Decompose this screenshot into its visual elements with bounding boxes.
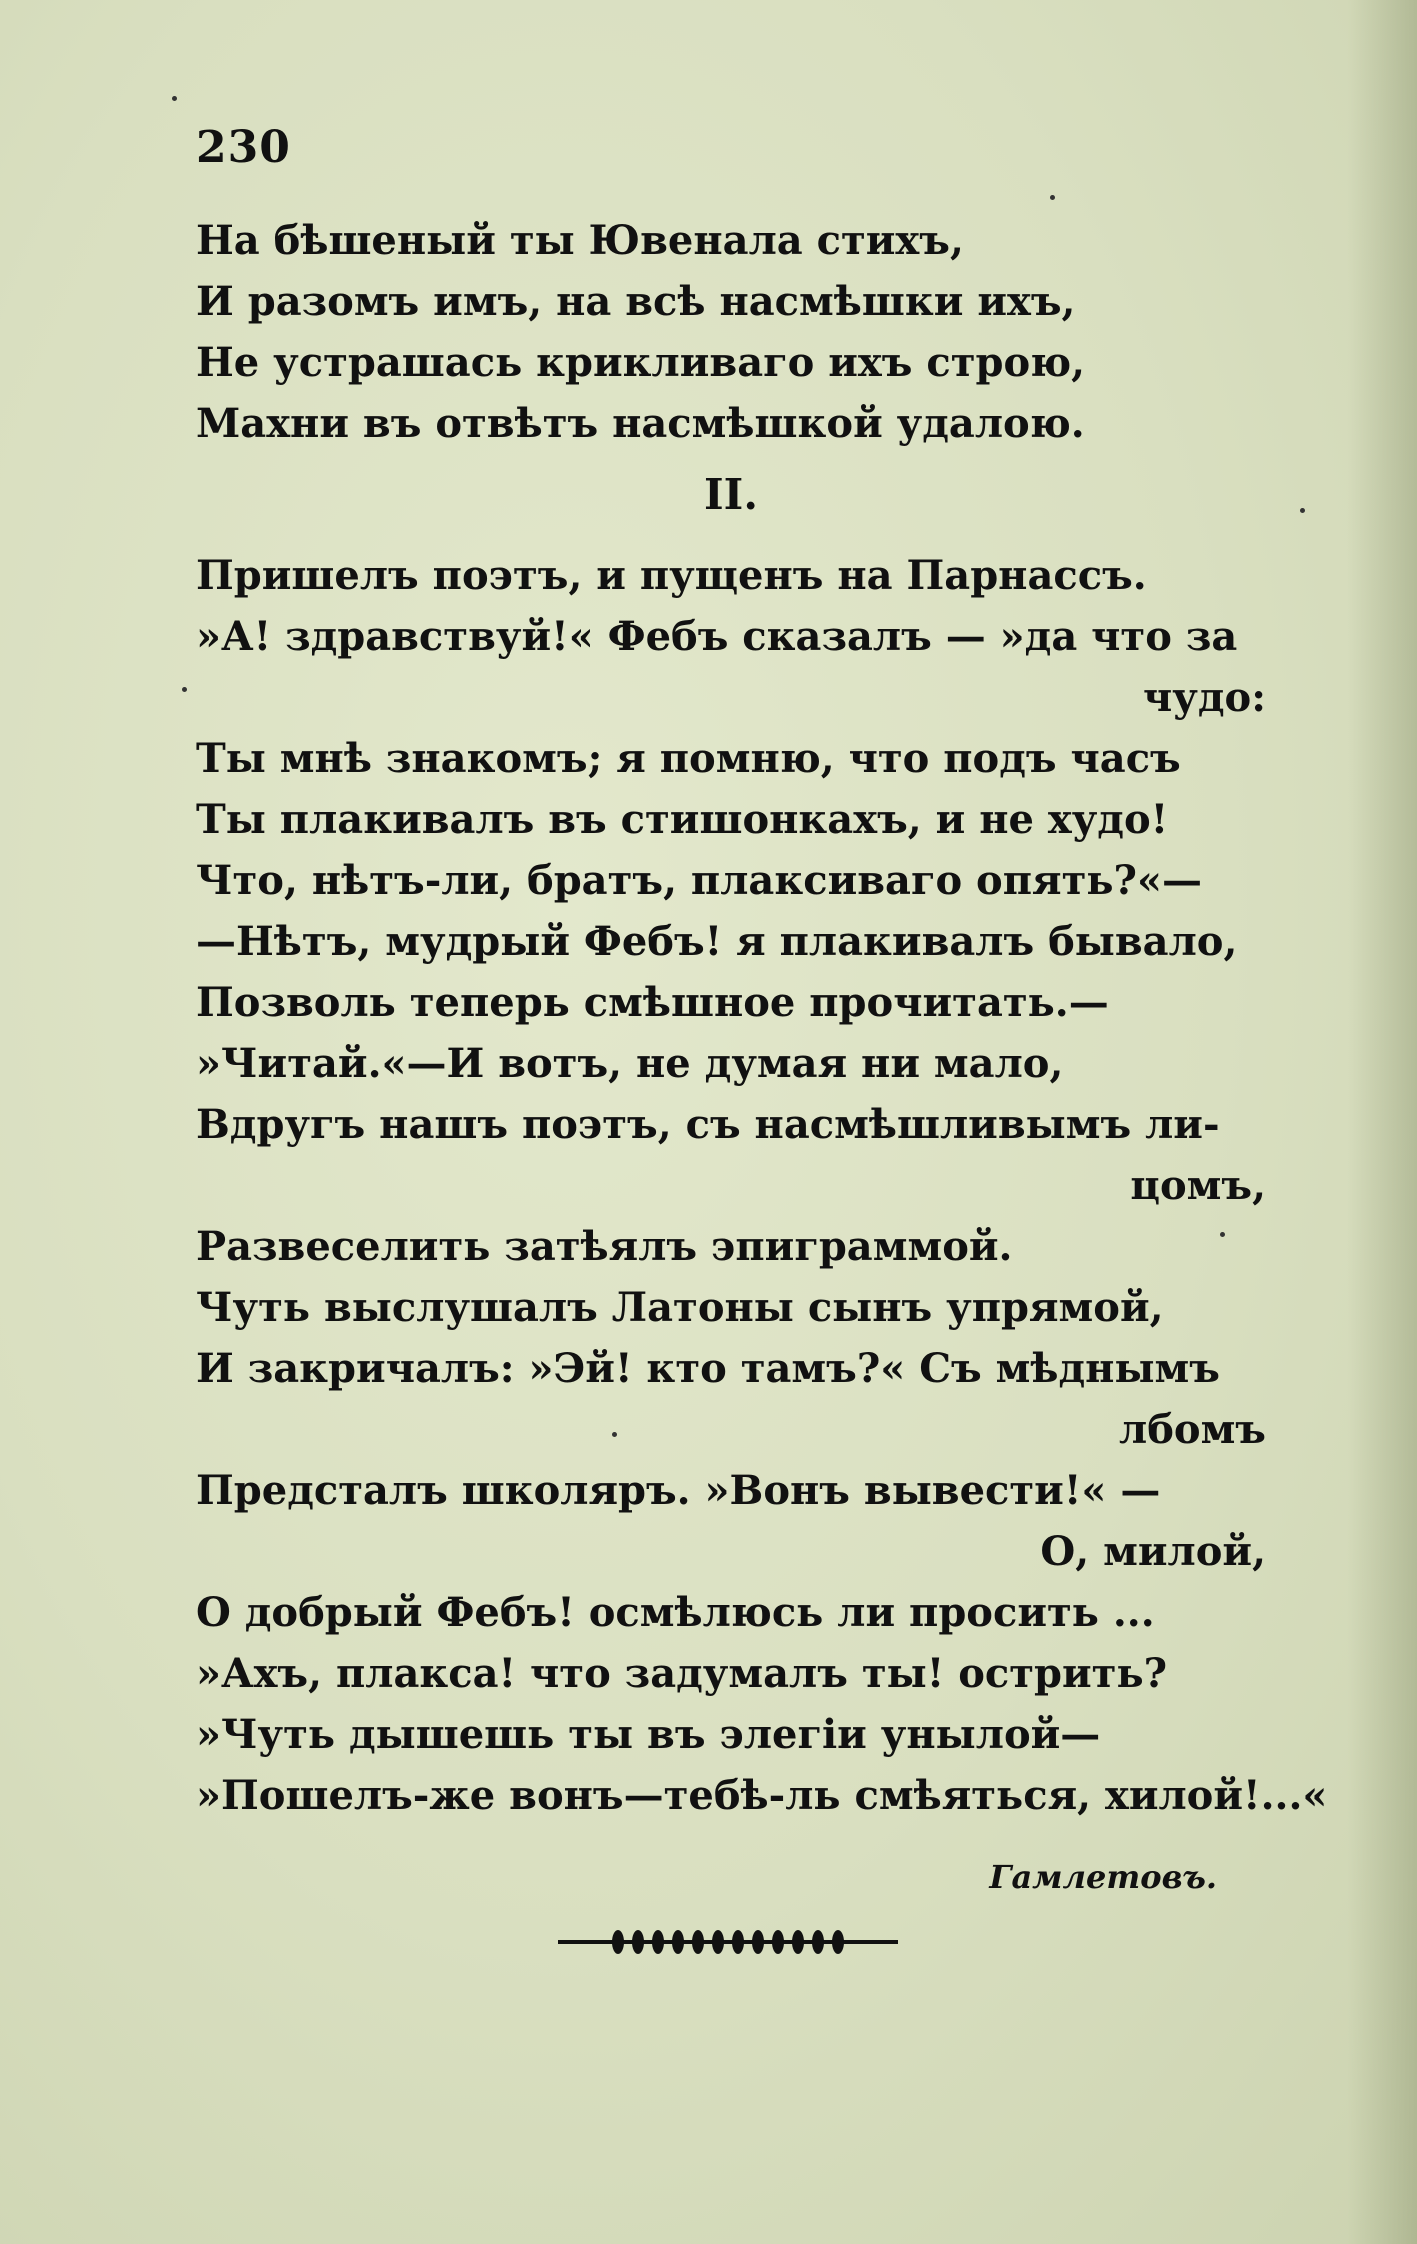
verse-line: Махни въ отвѣтъ насмѣшкой удалою. xyxy=(196,400,1085,447)
verse-line-continuation: цомъ, xyxy=(1130,1162,1266,1209)
verse-line: Не устрашась крикливаго ихъ строю, xyxy=(196,339,1086,386)
verse-line: И закричалъ: »Эй! кто тамъ?« Съ мѣднымъ xyxy=(196,1345,1220,1392)
verse-line: —Нѣтъ, мудрый Фебъ! я плакивалъ бывало, xyxy=(196,918,1238,965)
verse-line: Вдругъ нашъ поэтъ, съ насмѣшливымъ ли- xyxy=(196,1101,1220,1148)
verse-line-continuation: О, милой, xyxy=(1040,1528,1266,1575)
verse-line-continuation: лбомъ xyxy=(1119,1406,1266,1453)
paper-speck xyxy=(612,1432,617,1437)
paper-speck xyxy=(182,687,187,692)
verse-line: О добрый Фебъ! осмѣлюсь ли просить ... xyxy=(196,1589,1155,1636)
verse-line: Ты плакивалъ въ стишонкахъ, и не худо! xyxy=(196,796,1169,843)
section-heading: II. xyxy=(704,470,758,519)
verse-line: Развеселить затѣялъ эпиграммой. xyxy=(196,1223,1013,1270)
verse-line: На бѣшеный ты Ювенала стихъ, xyxy=(196,217,964,264)
stanza-2 xyxy=(196,545,1328,1826)
verse-line: »Читай.«—И вотъ, не думая ни мало, xyxy=(196,1040,1064,1087)
verse-line: »Ахъ, плакса! что задумалъ ты! острить? xyxy=(196,1650,1168,1697)
author-signature: Гамлетовъ. xyxy=(989,1858,1217,1896)
verse-line: Позволь теперь смѣшное прочитать.— xyxy=(196,979,1109,1026)
verse-line: Пришелъ поэтъ, и пущенъ на Парнассъ. xyxy=(196,552,1147,599)
verse-line: Ты мнѣ знакомъ; я помню, что подъ часъ xyxy=(196,735,1181,782)
verse-line: »Пошелъ-же вонъ—тебѣ-ль смѣяться, хилой!...« xyxy=(196,1772,1328,1819)
paper-speck xyxy=(172,96,177,101)
verse-line: Чуть выслушалъ Латоны сынъ упрямой, xyxy=(196,1284,1164,1331)
ornament-divider xyxy=(558,1925,898,1959)
stanza-1 xyxy=(196,210,1266,454)
paper-speck xyxy=(1220,1232,1225,1237)
page-number: 230 xyxy=(196,122,291,173)
verse-line: Предсталъ школяръ. »Вонъ вывести!« — xyxy=(196,1467,1161,1514)
verse-line: »Чуть дышешь ты въ элегіи унылой— xyxy=(196,1711,1101,1758)
verse-line: Что, нѣтъ-ли, братъ, плаксиваго опять?«— xyxy=(196,857,1202,904)
page-edge-shadow xyxy=(1347,0,1417,2244)
paper-speck xyxy=(1050,195,1055,200)
paper-speck xyxy=(1300,508,1305,513)
verse-line: »А! здравствуй!« Фебъ сказалъ — »да что за xyxy=(196,613,1238,660)
verse-line: И разомъ имъ, на всѣ насмѣшки ихъ, xyxy=(196,278,1076,325)
verse-line-continuation: чудо: xyxy=(1143,674,1266,721)
